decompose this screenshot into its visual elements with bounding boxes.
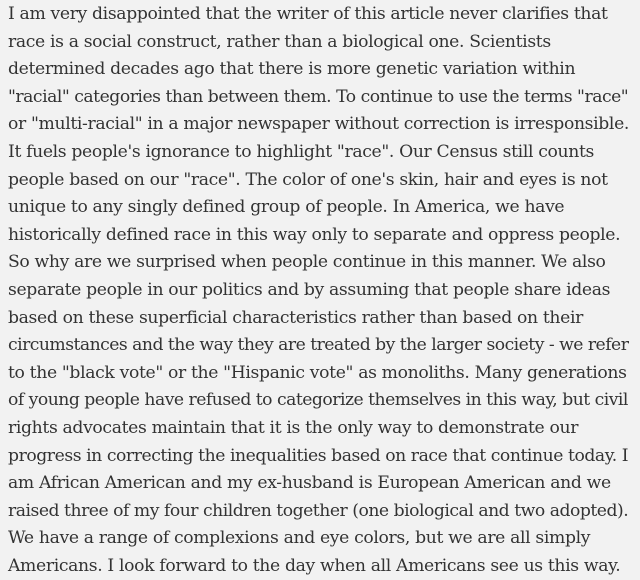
comment-line: unique to any singly defined group of people. In America, we have (8, 197, 565, 218)
comment-line: progress in correcting the inequalities based on race that continue today. I (8, 445, 629, 466)
comment-line: race is a social construct, rather than a biological one. Scientists (8, 31, 551, 52)
comment-line: historically defined race in this way only to separate and oppress people. (8, 224, 621, 245)
comment-line: "racial" categories than between them. To continue to use the terms "race" (8, 86, 629, 107)
comment-line: We have a range of complexions and eye colors, but we are all simply (8, 528, 591, 549)
comment-line: to the "black vote" or the "Hispanic vote" as monoliths. Many generations (8, 362, 627, 383)
comment-line: based on these superficial characteristics rather than based on their (8, 307, 583, 328)
comment-line: determined decades ago that there is more genetic variation within (8, 59, 576, 80)
comment-line: circumstances and the way they are treated by the larger society - we refer (8, 335, 629, 356)
comment-line: am African American and my ex-husband is European American and we (8, 473, 611, 494)
comment-line: Americans. I look forward to the day when all Americans see us this way. (8, 555, 621, 576)
comment-line: raised three of my four children together (one biological and two adopted). (8, 500, 629, 521)
comment-line: So why are we surprised when people continue in this manner. We also (8, 252, 606, 273)
comment-line: or "multi-racial" in a major newspaper without correction is irresponsible. (8, 114, 630, 135)
comment-line: It fuels people's ignorance to highlight "race". Our Census still counts (8, 141, 594, 162)
comment-line: people based on our "race". The color of one's skin, hair and eyes is not (8, 169, 608, 190)
comment-line: rights advocates maintain that it is the only way to demonstrate our (8, 417, 579, 438)
comment-line: I am very disappointed that the writer of this article never clarifies that (8, 4, 608, 24)
comment-line: of young people have refused to categorize themselves in this way, but civil (8, 390, 628, 411)
comment-line: separate people in our politics and by assuming that people share ideas (8, 279, 611, 300)
